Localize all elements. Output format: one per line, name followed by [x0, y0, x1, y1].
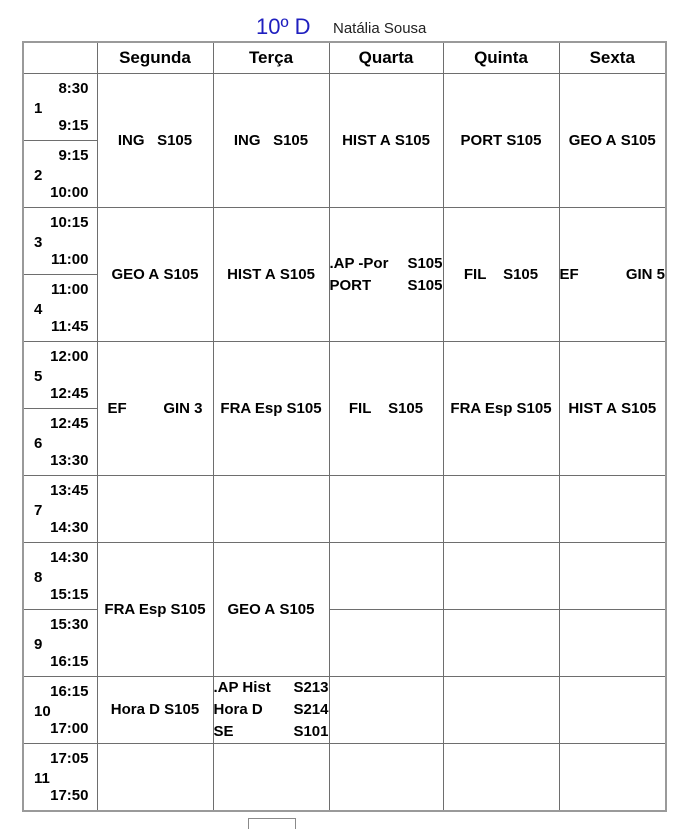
subject: PORT — [460, 131, 503, 149]
subject: FIL — [463, 265, 487, 283]
period-number: 4 — [34, 301, 43, 318]
empty-cell — [97, 744, 213, 812]
empty-cell — [559, 677, 666, 744]
room: S105 — [621, 399, 657, 417]
lesson-cell — [443, 342, 559, 476]
period-row — [23, 744, 666, 812]
subject: Hora D — [213, 701, 263, 718]
empty-cell — [559, 476, 666, 543]
subject: EF — [107, 399, 127, 417]
period-row — [23, 543, 666, 610]
empty-cell — [443, 543, 559, 610]
room: S105 — [279, 600, 315, 618]
room: S105 — [286, 399, 322, 417]
empty-cell — [329, 610, 443, 677]
period-time-cell — [23, 543, 97, 610]
room: GIN 5 — [625, 265, 665, 283]
subject: .AP Hist — [213, 679, 271, 696]
lesson-cell — [329, 74, 443, 208]
room: S105 — [164, 701, 200, 718]
period-start: 11:00 — [50, 281, 89, 298]
subject: HIST A — [568, 399, 617, 417]
corner-cell — [23, 42, 97, 74]
period-number: 10 — [34, 703, 51, 720]
period-time-cell — [23, 342, 97, 409]
period-number: 8 — [34, 569, 43, 586]
empty-cell — [97, 476, 213, 543]
empty-cell — [329, 744, 443, 812]
period-time-cell — [23, 409, 97, 476]
period-start: 16:15 — [50, 683, 89, 700]
lesson-cell — [97, 677, 213, 744]
subject: GEO A — [568, 131, 617, 149]
period-start: 12:00 — [50, 348, 89, 365]
period-time-cell — [23, 74, 97, 141]
subject: GEO A — [227, 600, 276, 618]
period-time-cell — [23, 476, 97, 543]
period-number: 5 — [34, 368, 43, 385]
room: GIN 3 — [163, 399, 203, 417]
day-header: Segunda — [97, 42, 213, 74]
subject: Hora D — [110, 701, 160, 718]
class-title: 10º D — [256, 14, 311, 39]
period-number: 7 — [34, 502, 43, 519]
period-end: 10:00 — [50, 184, 89, 201]
room: S105 — [407, 276, 443, 294]
room: S105 — [620, 131, 656, 149]
schedule-table — [22, 41, 667, 812]
period-start: 15:30 — [50, 616, 89, 633]
lesson-cell — [329, 342, 443, 476]
room: S105 — [394, 131, 430, 149]
subject: .AP -Por — [329, 254, 389, 272]
subject: HIST A — [342, 131, 391, 149]
teacher-name: Natália Sousa — [333, 20, 427, 37]
period-number: 11 — [34, 770, 50, 787]
lesson-cell — [559, 342, 666, 476]
room: S105 — [407, 254, 443, 272]
empty-cell — [213, 744, 329, 812]
subject: HIST A — [227, 265, 276, 283]
period-time-cell — [23, 141, 97, 208]
period-row — [23, 677, 666, 744]
room: S105 — [516, 399, 552, 417]
empty-cell — [443, 744, 559, 812]
period-time-cell — [23, 610, 97, 677]
empty-cell — [559, 543, 666, 610]
lesson-cell — [213, 208, 329, 342]
lesson-cell — [97, 74, 213, 208]
period-end: 11:00 — [50, 251, 89, 268]
lesson-cell — [97, 208, 213, 342]
period-end: 17:50 — [50, 787, 89, 804]
period-row — [23, 476, 666, 543]
period-number: 2 — [34, 167, 43, 184]
period-time-cell — [23, 208, 97, 275]
period-time-cell — [23, 677, 97, 744]
room: S105 — [157, 131, 193, 149]
period-row — [23, 342, 666, 409]
lesson-cell — [213, 677, 329, 744]
lesson-cell — [97, 342, 213, 476]
lesson-cell — [213, 543, 329, 677]
subject: ING — [117, 131, 145, 149]
period-row — [23, 208, 666, 275]
day-header: Quinta — [443, 42, 559, 74]
lesson-cell — [559, 74, 666, 208]
period-number: 3 — [34, 234, 43, 251]
period-start: 13:45 — [50, 482, 89, 499]
period-start: 8:30 — [58, 80, 89, 97]
room: S105 — [279, 265, 315, 283]
subject: ING — [233, 131, 261, 149]
header — [0, 14, 679, 44]
period-row — [23, 74, 666, 141]
period-start: 12:45 — [50, 415, 89, 432]
subject: FRA Esp — [104, 600, 167, 618]
room: S214 — [293, 701, 329, 718]
room: S101 — [293, 723, 329, 740]
period-number: 6 — [34, 435, 43, 452]
period-end: 9:15 — [58, 117, 89, 134]
subject: GEO A — [111, 265, 160, 283]
lesson-cell — [97, 543, 213, 677]
period-number: 1 — [34, 100, 43, 117]
empty-cell — [443, 476, 559, 543]
period-time-cell — [23, 275, 97, 342]
day-header: Sexta — [559, 42, 666, 74]
period-end: 15:15 — [50, 586, 89, 603]
empty-cell — [559, 610, 666, 677]
period-start: 14:30 — [50, 549, 89, 566]
lesson-cell — [213, 342, 329, 476]
lesson-cell — [213, 74, 329, 208]
empty-cell — [443, 610, 559, 677]
room: S213 — [293, 679, 329, 696]
day-header: Terça — [213, 42, 329, 74]
day-header-row — [23, 42, 666, 74]
empty-cell — [329, 476, 443, 543]
period-end: 12:45 — [50, 385, 89, 402]
room: S105 — [503, 265, 539, 283]
empty-cell — [329, 543, 443, 610]
subject: FRA Esp — [220, 399, 283, 417]
period-start: 9:15 — [58, 147, 89, 164]
empty-cell — [329, 677, 443, 744]
period-end: 11:45 — [50, 318, 89, 335]
room: S105 — [163, 265, 199, 283]
lesson-cell — [329, 208, 443, 342]
lesson-cell — [443, 74, 559, 208]
empty-cell — [559, 744, 666, 812]
subject: FIL — [348, 399, 372, 417]
lesson-cell — [443, 208, 559, 342]
period-end: 14:30 — [50, 519, 89, 536]
room: S105 — [388, 399, 424, 417]
room: S105 — [506, 131, 542, 149]
room: S105 — [170, 600, 206, 618]
period-time-cell — [23, 744, 97, 812]
lesson-cell — [559, 208, 666, 342]
subject: PORT — [329, 276, 372, 294]
room: S105 — [273, 131, 309, 149]
day-header: Quarta — [329, 42, 443, 74]
period-start: 17:05 — [50, 750, 89, 767]
subject: EF — [559, 265, 579, 283]
subject: FRA Esp — [450, 399, 513, 417]
period-number: 9 — [34, 636, 43, 653]
empty-cell — [443, 677, 559, 744]
period-end: 16:15 — [50, 653, 89, 670]
empty-cell — [213, 476, 329, 543]
subject: SE — [213, 723, 234, 740]
period-end: 13:30 — [50, 452, 89, 469]
period-end: 17:00 — [50, 720, 89, 737]
period-start: 10:15 — [50, 214, 89, 231]
